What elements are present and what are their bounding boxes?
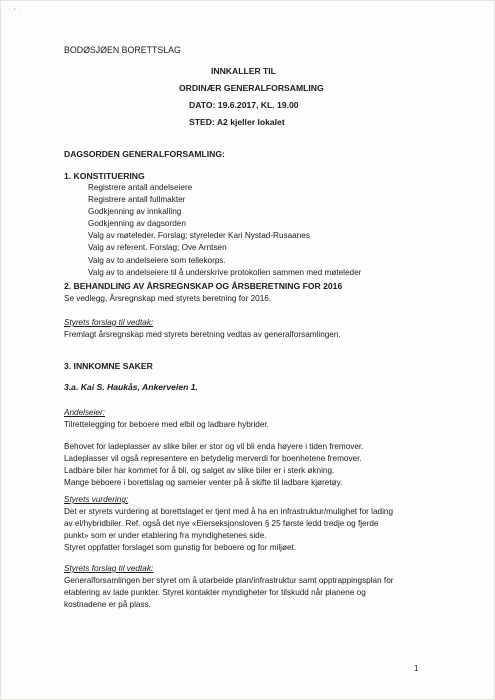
paragraph-line: kostnadene er på plass. [64,600,151,609]
andelseier-label: Andelseier: [64,408,105,417]
paragraph-line: punkt» som er under etablering fra myndighetenes side. [64,531,267,540]
list-item: Registrere antall andelseiere [88,183,193,192]
paragraph-line: Det er styrets vurdering at borettslaget er tjent med å ha en infrastruktur/mulighet for lading [64,507,394,516]
section-2-proposal-label: Styrets forslag til vedtak: [64,318,154,327]
section-2-proposal-text: Fremlagt årsregnskap med styrets beretning vedtas av generalforsamlingen. [64,330,341,339]
list-item: Valg av møteleder. Forslag; styreleder Kari Nystad-Rusaanes [88,231,310,241]
section-2-title: 2. BEHANDLING AV ÅRSREGNSKAP OG ÅRSBERETNING FOR 2016 [64,281,343,291]
paragraph-line: Ladeplasser vil også representere en betydelig merverdi for boenhetene fremover. [64,454,362,463]
section-3-proposal-label: Styrets forslag til vedtak: [64,564,154,573]
header-line-1: INNKALLER TIL [211,66,276,76]
section-3-proposal-text [64,575,394,611]
paragraph-line: Mange beboere i borettslag og sameier venter på å skifte til ladbare kjøretøy. [64,478,343,487]
section-1-items [88,182,361,279]
section-3a-paragraph [64,441,363,489]
section-1-title: 1. KONSTITUERING [64,171,145,181]
paragraph-line: Styret oppfatter forslaget som gunstig for beboere og for miljøet. [64,543,297,552]
header-line-2: ORDINÆR GENERALFORSAMLING [179,83,324,93]
section-2-text: Se vedlegg, Årsregnskap med styrets beretning for 2016. [64,294,272,303]
page-number: 1 [414,664,419,673]
agenda-title: DAGSORDEN GENERALFORSAMLING: [64,149,225,159]
list-item: Valg av referent. Forslag; Ove Arntsen [88,243,227,253]
paragraph-line: etablering av lade punkter. Styret kontakter myndigheter for tilskudd når planene og [64,588,366,597]
paragraph-line: Ladbare biler har kommet for å bli, og salget av slike biler er i sterk økning. [64,466,335,475]
organization-name: BODØSJØEN BORETTSLAG [64,45,181,55]
paragraph-line: Behovet for ladeplasser av slike biler er stor og vil bli enda høyere i tiden fremover. [64,442,364,451]
list-item: Godkjenning av dagsorden [88,219,186,229]
section-3-title: 3. INNKOMNE SAKER [64,361,153,371]
assessment-text [64,506,393,554]
paragraph-line: av el/hybridbiler. Ref. også det nye «Eierseksjonsloven § 25 første ledd tredje og fjerde [64,519,379,528]
list-item: Registrere antall fullmakter [88,195,186,205]
paragraph-line: Generalforsamlingen ber styret om å utarbeide plan/infrastruktur samt opptrappingsplan for [64,576,394,585]
scan-mark: · ‹ · [8,7,23,13]
section-3a-title: 3.a. Kai S. Haukås, Ankerveien 1. [64,382,198,392]
meeting-date: DATO: 19.6.2017, KL. 19.00 [189,100,299,110]
assessment-label: Styrets vurdering: [64,495,129,504]
list-item: Valg av to andelseiere til å underskrive protokollen sammen med møteleder [88,267,362,277]
andelseier-text: Tilrettelegging for beboere med elbil og ladbare hybrider. [64,420,269,429]
list-item: Godkjenning av innkalling [88,207,182,217]
list-item: Valg av to andelseiere som tellekorps. [88,255,226,265]
meeting-location: STED: A2 kjeller lokalet [189,117,285,127]
